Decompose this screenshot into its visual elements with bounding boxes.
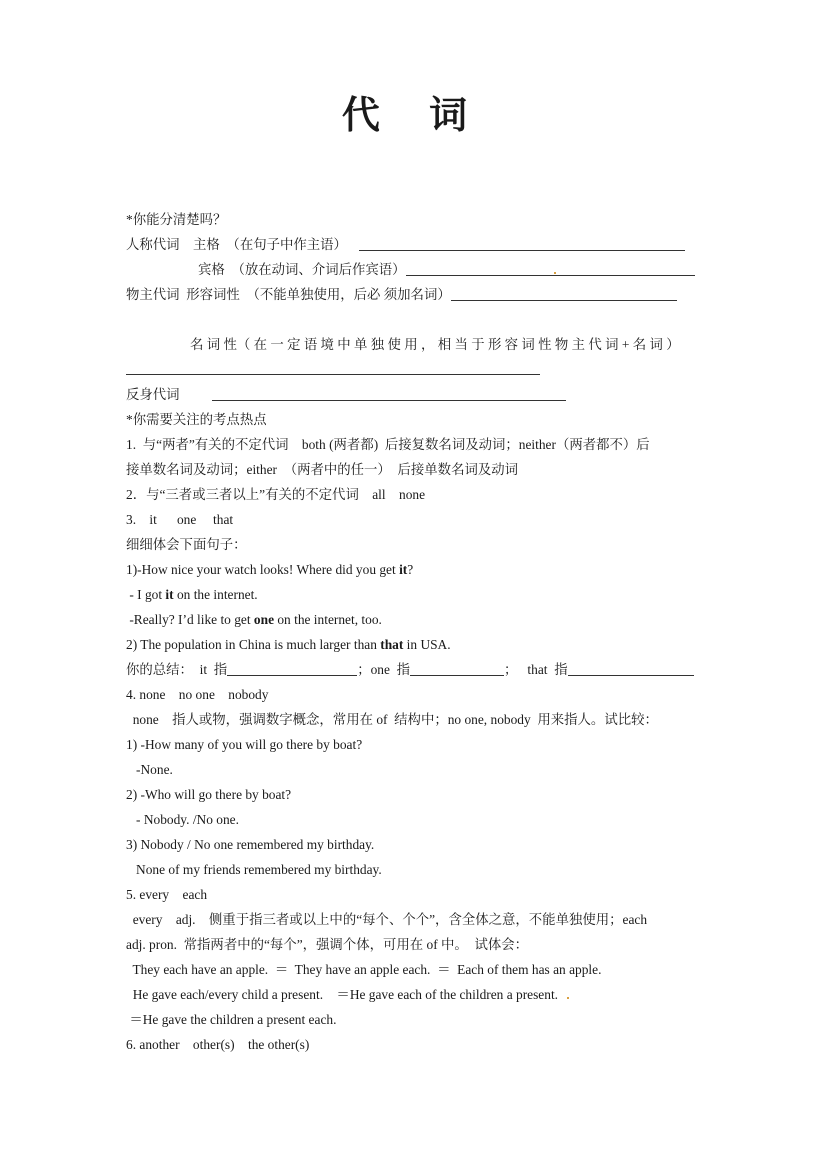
text-line: *你需要关注的考点热点 (126, 412, 267, 427)
text-line: 6. another other(s) the other(s) (126, 1037, 310, 1052)
text-line (126, 611, 382, 629)
text: on the internet. (173, 587, 258, 602)
text-line: They each have an apple. ＝ They have an apple each. ＝ Each of them has an apple. (126, 962, 602, 977)
blank-line[interactable] (126, 374, 540, 375)
text-line: - Nobody. /No one. (126, 812, 239, 827)
text-line: 细细体会下面句子： (126, 537, 247, 552)
label: 物主代词 形容词性 （不能单独使用，后必 须加名词） (126, 287, 451, 302)
text-line: none 指人或物，强调数字概念，常用在 of 结构中；no one, nobody 用来指人。试比较： (126, 712, 658, 727)
text: - I got (126, 587, 166, 602)
text: -Really? I’d like to get (126, 612, 254, 627)
text-line: adj. pron. 常指两者中的“每个”，强调个体，可用在 of 中。 试体会： (126, 937, 529, 952)
text-line: -None. (126, 762, 173, 777)
text-line: 4. none no one nobody (126, 687, 269, 702)
text: on the internet, too. (274, 612, 382, 627)
text-line (126, 586, 258, 604)
bold-word: that (380, 637, 404, 652)
text-line: 名 词 性（ 在 一 定 语 境 中 单 独 使 用 ， 相 当 于 形 容 词 性 物 主 代 词 + 名 词 ） (190, 337, 680, 352)
label: 你的总结： it 指 (126, 662, 228, 677)
text-line (126, 386, 566, 404)
blank-line[interactable] (410, 663, 504, 676)
text-line (126, 236, 685, 254)
text-line: 5. every each (126, 887, 208, 902)
blank-line[interactable] (212, 388, 566, 401)
label: 人称代词 主格 （在句子中作主语） (126, 237, 347, 252)
text: 2) The population in China is much larger than (126, 637, 381, 652)
label: 宾格 （放在动词、介词后作宾语） (198, 262, 406, 277)
text-line: 1. 与“两者”有关的不定代词 both (两者都) 后接复数名词及动词；neither（两者都不）后 (126, 437, 650, 452)
bold-word: it (165, 587, 174, 602)
blank-line[interactable] (406, 263, 695, 276)
text: 1)-How nice your watch looks! Where did you get (126, 562, 400, 577)
text-line (126, 286, 677, 304)
text-line: 2) -Who will go there by boat? (126, 787, 292, 802)
text-line: 3) Nobody / No one remembered my birthday. (126, 837, 375, 852)
text-line: every adj. 侧重于指三者或以上中的“每个、个个”，含全体之意，不能单独使用；each (126, 912, 648, 927)
text-line (126, 561, 413, 579)
label: ； that 指 (504, 662, 568, 677)
page-title: 代 词 (341, 93, 486, 137)
blank-line[interactable] (227, 663, 357, 676)
bold-word: one (253, 612, 275, 627)
blank-line[interactable] (359, 238, 685, 251)
text-line: 接单数名词及动词；either （两者中的任一） 后接单数名词及动词 (126, 462, 519, 477)
text-line: 1) -How many of you will go there by boat? (126, 737, 363, 752)
label: ；one 指 (357, 662, 410, 677)
text: in USA. (403, 637, 451, 652)
text-line: *你能分清楚吗？ (126, 212, 227, 227)
text-line: None of my friends remembered my birthday. (126, 862, 382, 877)
text-line (126, 661, 694, 679)
bold-word: it (399, 562, 408, 577)
mark-dot (567, 997, 569, 999)
text-line (126, 636, 451, 654)
blank-line[interactable] (451, 288, 677, 301)
text-line: 3. it one that (126, 512, 234, 527)
text: ? (407, 562, 414, 577)
blank-line[interactable] (568, 663, 694, 676)
text-line: ＝He gave the children a present each. (126, 1012, 337, 1027)
label: 反身代词 (126, 387, 180, 402)
text-line: 2．与“三者或三者以上”有关的不定代词 all none (126, 487, 426, 502)
text-line: He gave each/every child a present. ＝He gave each of the children a present. (126, 987, 559, 1002)
mark-dot (554, 272, 556, 274)
text-line (198, 261, 695, 279)
